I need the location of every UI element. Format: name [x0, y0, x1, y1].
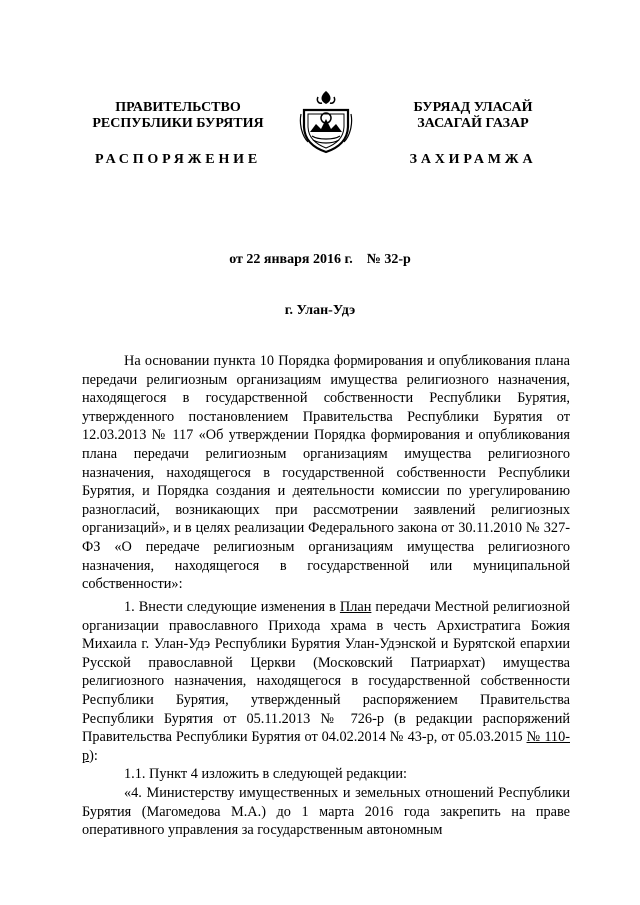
item-1-text: передачи Местной религиозной организации православного Прихода храма в честь Архистратига Божия Михаила г. Улан-Удэ Республики Бурятия Улан-Удэнской и Бурятской епархии Русской православной Церкви (Московский Патриархат) имущества религиозного назначения, находящегося в государственной собственности Республики Бурятия, утвержденный распоряжением Правительства Республики Бурятия от 05.11.2013 № 726-р (в редакции распоряжений Правительства Республики Бурятия от 04.02.2014 № 43-р, от 05.03.2015 [82, 599, 570, 746]
header-left-line2: РЕСПУБЛИКИ БУРЯТИЯ [92, 116, 264, 131]
date-line [0, 252, 640, 268]
city: г. Улан-Удэ [284, 303, 356, 318]
document-number: № 32-р [366, 252, 411, 267]
header-right-line2: ЗАСАГАЙ ГАЗАР [417, 116, 529, 131]
header-right-line1: БУРЯАД УЛАСАЙ [413, 100, 533, 115]
header-right [375, 100, 571, 168]
preamble-paragraph: На основании пункта 10 Порядка формирования и опубликования плана передачи религиозным организациям имущества религиозного назначения, находящегося в государственной собственности Республики Бурятия, утвержденного постановлением Правительства Республики Бурятия от 12.03.2013 № 117 «Об утверждении Порядка формирования и опубликования плана передачи религиозным организациям имущества религиозного назначения, находящегося в государственной собственности Республики Бурятия, и Порядка создания и деятельности комиссии по урегулированию разногласий, возникающих при рассмотрении заявлений религиозных организаций», и в целях реализации Федерального закона от 30.11.2010 № 327-ФЗ «О передаче религиозным организациям имущества религиозного назначения, находящегося в государственной или муниципальной собственности»: [82, 353, 570, 593]
item-1-1-paragraph: 1.1. Пункт 4 изложить в следующей редакции: [124, 766, 407, 783]
header-left-line1: ПРАВИТЕЛЬСТВО [115, 100, 241, 115]
order-110-link[interactable]: № 110-р [82, 729, 570, 764]
document-type-ru: РАСПОРЯЖЕНИЕ [95, 152, 261, 167]
coat-of-arms-icon [298, 88, 354, 154]
item-1-suffix: ): [89, 747, 98, 764]
item-4-paragraph: «4. Министерству имущественных и земельных отношений Республики Бурятия (Магомедова М.А.) до 1 марта 2016 года закрепить на праве оперативного управления за государственным автономным [82, 784, 570, 839]
plan-link[interactable]: План [339, 599, 372, 615]
document-date: от 22 января 2016 г. [229, 252, 353, 267]
item-1-prefix: 1. Внести следующие изменения в [124, 599, 340, 615]
items-block [82, 598, 570, 840]
header-left [80, 100, 276, 168]
item-1-paragraph [82, 598, 570, 765]
document-type-bua: ЗАХИРАМЖА [409, 152, 537, 167]
